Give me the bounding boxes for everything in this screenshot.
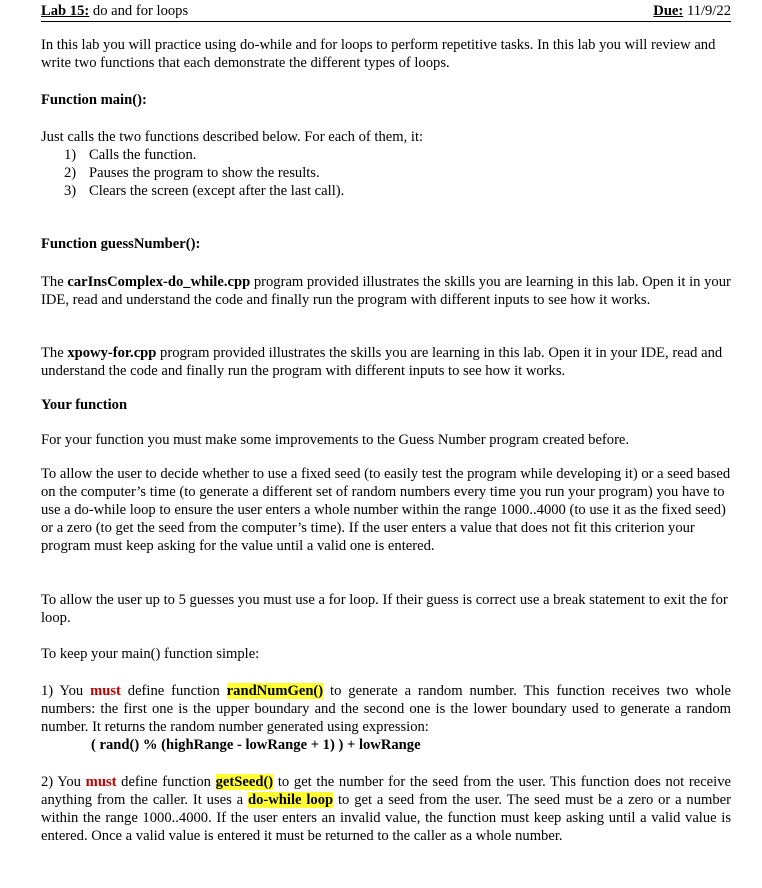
your-function-paragraph-1: For your function you must make some improvements to the Guess Number program created before.	[41, 432, 630, 448]
guess-paragraph-1: The carInsComplex-do_while.cpp program provided illustrates the skills you are learning in this lab. Open it in your IDE, read and understand the code and finally run the program with different inputs to see how it works.	[41, 274, 731, 308]
your-function-paragraph-3: To allow the user up to 5 guesses you must use a for loop. If their guess is correct use a break statement to exit the for loop.	[41, 592, 728, 626]
requirement-item-1: 1) You must define function randNumGen() to generate a random number. This function receives two whole numbers: the first one is the upper boundary and the second one is the lower boundary used to generate a random number. It returns the random number generated using expression: ( rand() % (highRange - lowRange + 1) ) + lowRange	[41, 683, 731, 753]
your-function-heading: Your function	[41, 397, 128, 413]
lab-title: do and for loops	[92, 3, 189, 19]
your-function-paragraph-4: To keep your main() function simple:	[41, 646, 260, 662]
list-item: 3) Clears the screen (except after the last call).	[64, 183, 345, 199]
header-divider	[41, 21, 731, 22]
function-name-highlight: getSeed()	[215, 774, 274, 790]
guess-paragraph-2: The xpowy-for.cpp program provided illustrates the skills you are learning in this lab. Open it in your IDE, read and understand the code and finally run the program with different inputs to see how it works.	[41, 345, 723, 379]
main-description: Just calls the two functions described below. For each of them, it:	[41, 129, 424, 145]
main-heading: Function main():	[41, 92, 147, 108]
must-keyword: must	[85, 774, 117, 790]
guess-heading: Function guessNumber():	[41, 236, 201, 252]
due-date: 11/9/22	[686, 3, 731, 19]
must-keyword: must	[90, 683, 121, 699]
list-item: 1) Calls the function.	[64, 147, 197, 163]
file-name: xpowy-for.cpp	[67, 345, 157, 361]
main-steps-list	[41, 146, 344, 200]
requirement-item-2: 2) You must define function getSeed() to get the number for the seed from the user. This function does not receive anything from the caller. It uses a do-while loop to get a seed from the user. The seed must be a zero or a number within the range 1000..4000. If the user enters an invalid value, the function must keep asking until a valid value is entered. Once a valid value is entered it must be returned to the caller as a whole number.	[41, 774, 732, 844]
loop-highlight: do-while loop	[248, 792, 334, 808]
list-item: 2) Pauses the program to show the results.	[64, 165, 320, 181]
file-name: carInsComplex-do_while.cpp	[67, 274, 251, 290]
function-name-highlight: randNumGen()	[226, 683, 324, 699]
your-function-paragraph-2: To allow the user to decide whether to use a fixed seed (to easily test the program while developing it) or a seed based on the computer’s time (to generate a different set of random numbers every time you run your program) you have to use a do-while loop to ensure the user enters a whole number within the range 1000..4000 (to use it as the fixed seed) or a zero (to get the seed from the computer’s time). If the user enters a value that does not fit this criterion your program must keep asking for the value until a valid one is entered.	[41, 466, 731, 554]
document-header	[41, 2, 731, 22]
intro-paragraph: In this lab you will practice using do-while and for loops to perform repetitive tasks. In this lab you will review and write two functions that each demonstrate the different types of loops.	[41, 37, 716, 71]
lab-title-line	[41, 2, 188, 20]
due-label: Due:	[653, 3, 684, 19]
lab-label: Lab 15:	[41, 3, 90, 19]
due-date-line	[653, 2, 731, 20]
random-expression: ( rand() % (highRange - lowRange + 1) ) + lowRange	[91, 737, 421, 753]
